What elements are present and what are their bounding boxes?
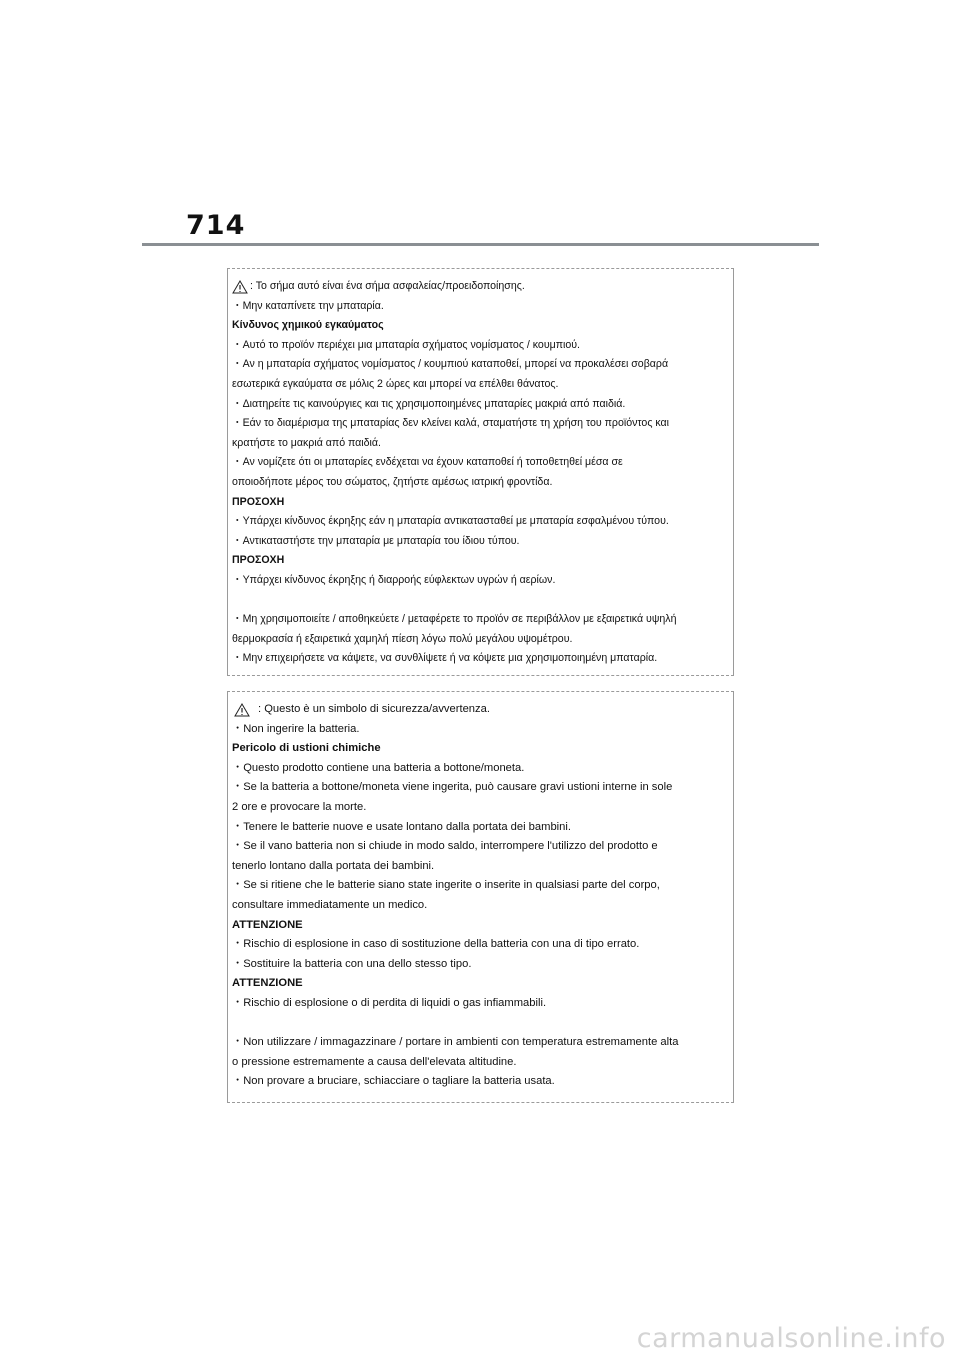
text-line: εσωτερικά εγκαύματα σε μόλις 2 ώρες και μπορεί να επέλθει θάνατος. [232, 377, 559, 390]
text-line: o pressione estremamente a causa dell'elevata altitudine. [232, 1055, 517, 1068]
warning-triangle-icon [234, 703, 250, 717]
warning-text: : Το σήμα αυτό είναι ένα σήμα ασφαλείας/προειδοποίησης. [250, 280, 525, 292]
warning-line [232, 277, 727, 297]
bullet-item: ・ Non provare a bruciare, schiacciare o tagliare la batteria usata. [232, 1072, 727, 1092]
warning-line [232, 700, 727, 720]
bullet-item: ・ Αντικαταστήστε την μπαταρία με μπαταρία του ίδιου τύπου. [232, 532, 727, 552]
warning-triangle-icon [232, 280, 248, 294]
warning-text: : Questo è un simbolo di sicurezza/avvertenza. [258, 703, 490, 715]
bullet-item: ・ Εάν το διαμέρισμα της μπαταρίας δεν κλείνει καλά, σταματήστε τη χρήση του προϊόντος και [232, 414, 727, 434]
section-heading: Κίνδυνος χημικού εγκαύματος [232, 319, 384, 332]
bullet-item: ・ Se si ritiene che le batterie siano state ingerite o inserite in qualsiasi parte del corpo, [232, 876, 727, 896]
blank-line [232, 1014, 727, 1034]
bullet-item: ・ Rischio di esplosione in caso di sostituzione della batteria con una di tipo errato. [232, 935, 727, 955]
text-line: κρατήστε το μακριά από παιδιά. [232, 436, 381, 449]
section-heading: ΠΡΟΣΟΧΗ [232, 495, 285, 508]
italian-safety-notice [227, 691, 734, 1103]
bullet-item: ・ Μην καταπίνετε την μπαταρία. [232, 297, 727, 317]
bullet-item: ・ Μην επιχειρήσετε να κάψετε, να συνθλίψετε ή να κόψετε μια χρησιμοποιημένη μπαταρία. [232, 649, 727, 669]
section-heading: ΠΡΟΣΟΧΗ [232, 554, 285, 567]
bullet-item: ・ Questo prodotto contiene una batteria a bottone/moneta. [232, 759, 727, 779]
section-heading: Pericolo di ustioni chimiche [232, 742, 381, 755]
bullet-item: ・ Διατηρείτε τις καινούργιες και τις χρησιμοποιημένες μπαταρίες μακριά από παιδιά. [232, 395, 727, 415]
site-watermark[interactable]: carmanualsonline.info [636, 1323, 946, 1354]
bullet-item: ・ Υπάρχει κίνδυνος έκρηξης ή διαρροής εύφλεκτων υγρών ή αερίων. [232, 571, 727, 591]
bullet-item: ・ Rischio di esplosione o di perdita di liquidi o gas infiammabili. [232, 994, 727, 1014]
bullet-item: ・ Non ingerire la batteria. [232, 720, 727, 740]
text-line: θερμοκρασία ή εξαιρετικά χαμηλή πίεση λόγω πολύ μεγάλου υψομέτρου. [232, 632, 573, 645]
bullet-item: ・ Sostituire la batteria con una dello stesso tipo. [232, 955, 727, 975]
bullet-item: ・ Μη χρησιμοποιείτε / αποθηκεύετε / μεταφέρετε το προϊόν σε περιβάλλον με εξαιρετικά υψηλή [232, 610, 727, 630]
text-line: οποιοδήποτε μέρος του σώματος, ζητήστε αμέσως ιατρική φροντίδα. [232, 475, 553, 488]
header-rule [142, 243, 819, 246]
bullet-item: ・ Αν νομίζετε ότι οι μπαταρίες ενδέχεται να έχουν καταποθεί ή τοποθετηθεί μέσα σε [232, 453, 727, 473]
bullet-item: ・ Se la batteria a bottone/moneta viene ingerita, può causare gravi ustioni interne in sole [232, 778, 727, 798]
text-line: ・Non utilizzare / immagazzinare / portare in ambienti con temperatura estremamente alta [232, 1036, 679, 1049]
text-line: 2 ore e provocare la morte. [232, 800, 367, 813]
greek-safety-notice [227, 268, 734, 676]
section-heading: ATTENZIONE [232, 918, 303, 931]
text-line: consultare immediatamente un medico. [232, 898, 428, 911]
bullet-item: ・ Αν η μπαταρία σχήματος νομίσματος / κουμπιού καταποθεί, μπορεί να προκαλέσει σοβαρά [232, 355, 727, 375]
text-line: tenerlo lontano dalla portata dei bambini. [232, 859, 435, 872]
blank-line [232, 591, 727, 611]
section-heading: ATTENZIONE [232, 977, 303, 990]
page-number: 714 [186, 210, 246, 241]
bullet-item: ・ Υπάρχει κίνδυνος έκρηξης εάν η μπαταρία αντικατασταθεί με μπαταρία εσφαλμένου τύπου. [232, 512, 727, 532]
bullet-item: ・ Se il vano batteria non si chiude in modo saldo, interrompere l'utilizzo del prodotto e [232, 837, 727, 857]
bullet-item: ・ Αυτό το προϊόν περιέχει μια μπαταρία σχήματος νομίσματος / κουμπιού. [232, 336, 727, 356]
bullet-item: ・ Tenere le batterie nuove e usate lontano dalla portata dei bambini. [232, 818, 727, 838]
